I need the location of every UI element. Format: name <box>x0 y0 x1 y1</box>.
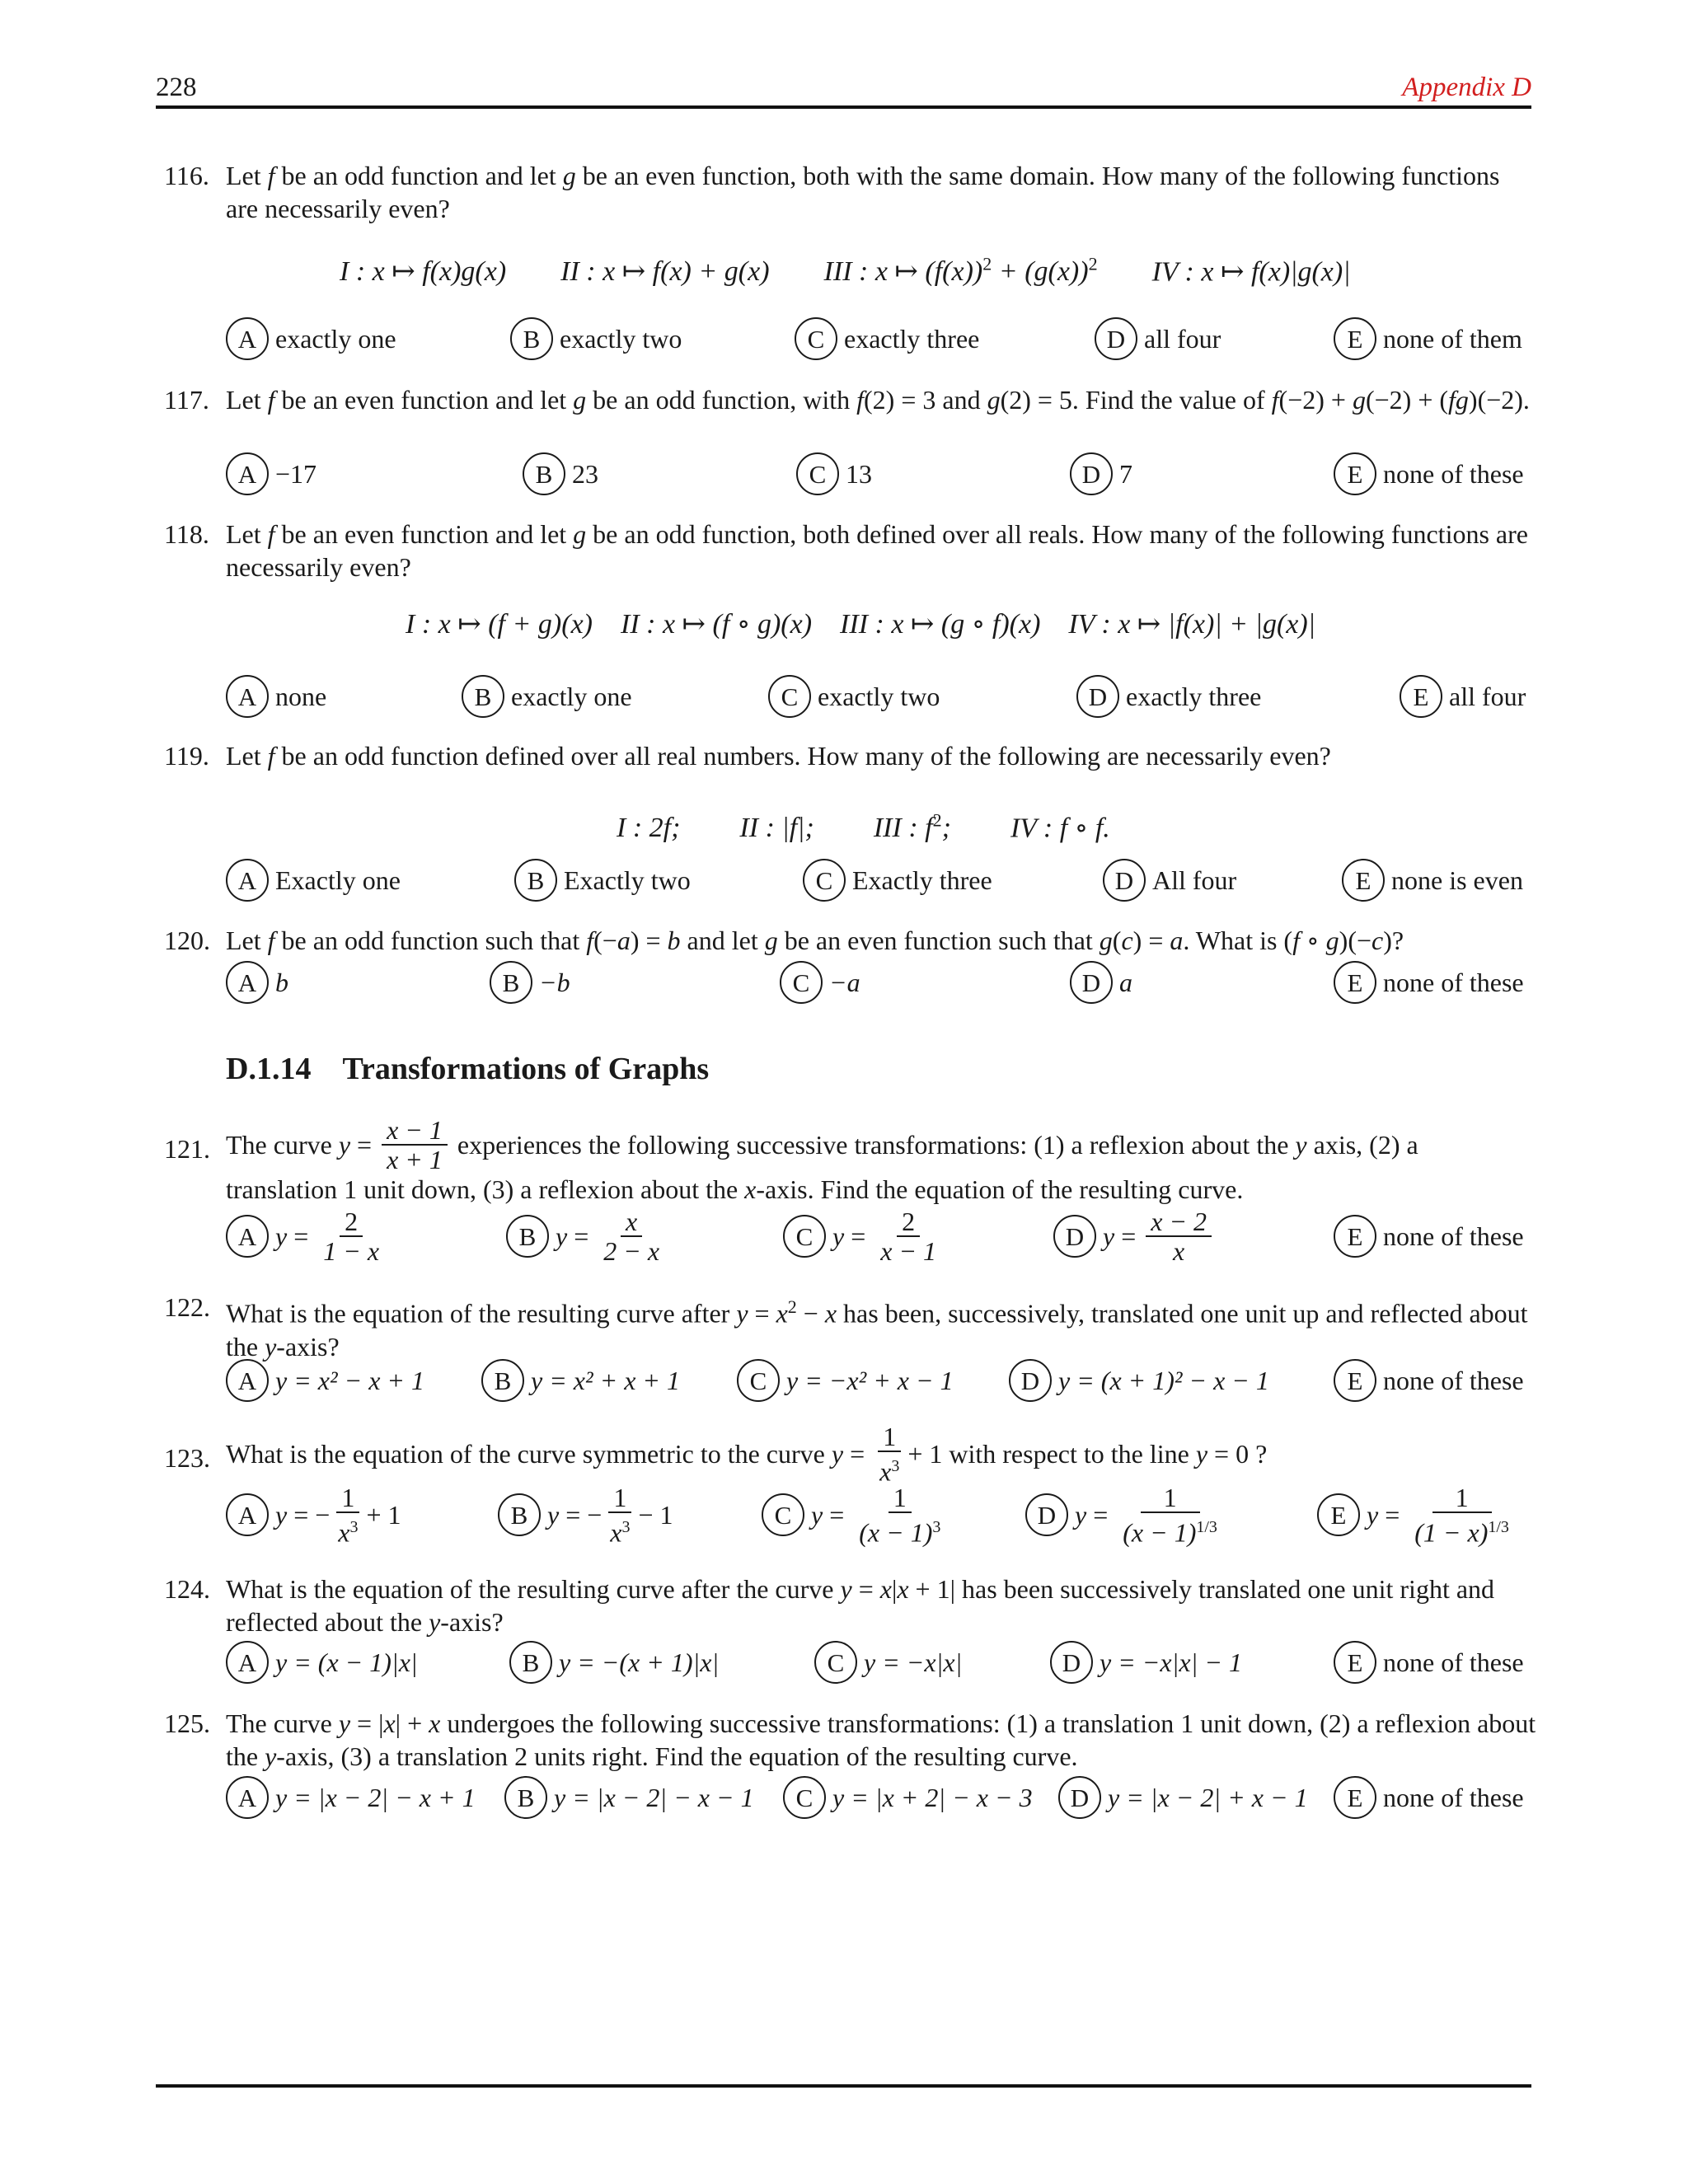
answer-options <box>226 673 1532 720</box>
option-letter: D <box>1009 1359 1052 1402</box>
option-a[interactable] <box>226 1774 476 1821</box>
option-b[interactable] <box>510 315 682 363</box>
option-text: y = −x² + x − 1 <box>786 1366 954 1395</box>
option-text: 13 <box>846 459 872 489</box>
chapter-title: Appendix D <box>1402 73 1531 102</box>
question-text: Let f be an even function and let g be an odd function, with f(2) = 3 and g(2) = 5. Find the value of f(−2) + g(−2) + (fg)(−2). <box>226 385 1530 415</box>
option-c[interactable] <box>803 856 992 904</box>
option-a[interactable] <box>226 1357 424 1404</box>
function-list: I : x ↦ f(x)g(x) II : x ↦ f(x) + g(x) III : x ↦ $(f(x))^2 + (g(x))^2$ IV : x ↦ f(x)|g(x)| <box>340 254 1351 288</box>
option-c[interactable] <box>796 450 872 498</box>
option-b[interactable] <box>523 450 598 498</box>
question-number: 118. <box>164 519 209 549</box>
answer-options <box>226 1207 1532 1276</box>
footer-rule <box>156 2084 1531 2088</box>
answer-options <box>226 315 1532 363</box>
option-letter: B <box>462 675 504 718</box>
option-text: y = x² − x + 1 <box>275 1366 424 1395</box>
option-text: y = |x − 2| − x − 1 <box>554 1783 754 1812</box>
option-text: a <box>1119 968 1132 997</box>
option-letter: B <box>490 961 532 1004</box>
option-text: all four <box>1449 682 1526 711</box>
option-text: y = (x − 1)|x| <box>275 1647 418 1677</box>
option-c[interactable] <box>737 1357 954 1404</box>
option-text: none of these <box>1383 968 1524 997</box>
option-letter: C <box>783 1215 826 1258</box>
option-letter: C <box>796 452 839 495</box>
option-text: exactly three <box>1126 682 1262 711</box>
option-letter: C <box>762 1493 804 1536</box>
option-text: exactly one <box>511 682 632 711</box>
option-letter: C <box>803 859 846 902</box>
question-text: The curve y = |x| + x undergoes the following successive transformations: (1) a translation 1 unit down, (2) a reflexion about the y-axis, (3) a translation 2 units right. Find the equation of the resulting curve. <box>226 1708 1536 1771</box>
option-letter: E <box>1334 961 1376 1004</box>
option-d[interactable] <box>1076 673 1261 720</box>
option-b[interactable] <box>490 958 570 1006</box>
question-text: Let f be an odd function defined over all real numbers. How many of the following are necessarily even? <box>226 741 1331 771</box>
option-text: 23 <box>572 459 598 489</box>
option-text: −a <box>829 968 860 997</box>
option-letter: A <box>226 1493 269 1536</box>
option-text: 7 <box>1119 459 1132 489</box>
option-a[interactable]: A y = $\frac{2}{1 - x}$ <box>226 1210 387 1263</box>
option-b[interactable] <box>462 673 632 720</box>
option-d[interactable] <box>1050 1638 1242 1686</box>
option-e[interactable]: E y = $\frac{1}{(1 - x)^{1/3}}$ <box>1317 1488 1517 1541</box>
option-letter: A <box>226 675 269 718</box>
option-text: b <box>275 968 288 997</box>
question-text: What is the equation of the resulting curve after the curve y = x|x + 1| has been successively translated one unit right and reflected about the y-axis? <box>226 1574 1495 1637</box>
option-text: y = x² + x + 1 <box>531 1366 680 1395</box>
question-number: 122. <box>164 1292 210 1322</box>
option-e[interactable] <box>1334 1357 1524 1404</box>
option-letter: B <box>510 317 553 360</box>
option-letter: E <box>1334 1641 1376 1684</box>
question-text: The curve y = $\frac{x - 1}{x + 1}$ experiences the following successive transformations: (1) a reflexion about the y axis, (2) a translation 1 unit down, (3) a reflexion about the x-axis. Find the equation of the resulting curve. <box>226 1115 1418 1204</box>
question-number: 116. <box>164 161 209 190</box>
option-letter: C <box>737 1359 780 1402</box>
option-text: exactly two <box>560 324 682 354</box>
option-c[interactable] <box>814 1638 962 1686</box>
option-text: Exactly three <box>852 865 992 895</box>
option-text: none of these <box>1383 459 1524 489</box>
option-text: none of these <box>1383 1783 1524 1812</box>
answer-options <box>226 1638 1532 1686</box>
option-text: exactly three <box>844 324 980 354</box>
option-d[interactable] <box>1058 1774 1308 1821</box>
option-letter: C <box>814 1641 857 1684</box>
option-text: all four <box>1144 324 1221 354</box>
option-b[interactable]: B y = $\frac{x}{2 - x}$ <box>506 1210 668 1263</box>
option-letter: B <box>506 1215 549 1258</box>
option-letter: C <box>795 317 837 360</box>
option-text: exactly two <box>818 682 940 711</box>
option-text: Exactly two <box>564 865 691 895</box>
option-text: exactly one <box>275 324 396 354</box>
option-text: none of these <box>1383 1221 1524 1251</box>
option-d[interactable] <box>1095 315 1221 363</box>
option-letter: B <box>514 859 557 902</box>
option-c[interactable]: C y = $\frac{2}{x - 1}$ <box>783 1210 945 1263</box>
option-letter: D <box>1058 1776 1101 1819</box>
option-letter: B <box>498 1493 541 1536</box>
option-text: y = −x|x| <box>864 1647 963 1677</box>
option-c[interactable] <box>768 673 940 720</box>
section-title: Transformations of Graphs <box>342 1052 710 1086</box>
question-number: 120. <box>164 926 210 955</box>
option-letter: C <box>780 961 823 1004</box>
option-a[interactable] <box>226 958 288 1006</box>
option-text: y = −(x + 1)|x| <box>559 1647 720 1677</box>
section-number: D.1.14 <box>226 1052 312 1086</box>
question-number: 125. <box>164 1708 210 1738</box>
question-text: What is the equation of the curve symmetric to the curve y = $\frac{1}{x^3}$ + 1 with respect to the line y = 0 ? <box>226 1422 1268 1487</box>
option-e[interactable] <box>1334 1210 1524 1263</box>
question-text: Let f be an even function and let g be an odd function, both defined over all reals. How many of the following functions are necessarily even? <box>226 519 1528 582</box>
option-b[interactable] <box>504 1774 754 1821</box>
option-e[interactable] <box>1334 450 1524 498</box>
option-letter: A <box>226 1359 269 1402</box>
section-heading <box>226 1052 709 1085</box>
option-letter: A <box>226 1641 269 1684</box>
option-letter: B <box>481 1359 524 1402</box>
question-number: 121. <box>164 1134 210 1164</box>
option-letter: A <box>226 1215 269 1258</box>
question-text: Let f be an odd function and let g be an even function, both with the same domain. How many of the following functions are necessarily even? <box>226 161 1500 223</box>
option-e[interactable] <box>1334 958 1524 1006</box>
option-letter: D <box>1025 1493 1068 1536</box>
option-text: none <box>275 682 327 711</box>
option-letter: A <box>226 317 269 360</box>
function-list: I : x ↦ (f + g)(x) II : x ↦ (f ∘ g)(x) III : x ↦ (g ∘ f)(x) IV : x ↦ |f(x)| + |g(x)| <box>406 609 1316 640</box>
option-c[interactable] <box>795 315 979 363</box>
option-c[interactable]: C y = $\frac{1}{(x - 1)^3}$ <box>762 1488 949 1541</box>
answer-options <box>226 958 1532 1006</box>
option-text: none is even <box>1391 865 1523 895</box>
option-d[interactable] <box>1103 856 1236 904</box>
option-a[interactable] <box>226 450 316 498</box>
option-e[interactable] <box>1334 315 1522 363</box>
option-letter: D <box>1070 961 1113 1004</box>
option-a[interactable] <box>226 856 401 904</box>
option-d[interactable]: D y = $\frac{1}{(x - 1)^{1/3}}$ <box>1025 1488 1226 1541</box>
option-a[interactable] <box>226 673 326 720</box>
option-text: y = −x|x| − 1 <box>1100 1647 1242 1677</box>
option-text: −b <box>539 968 570 997</box>
option-letter: C <box>783 1776 826 1819</box>
option-letter: B <box>504 1776 547 1819</box>
option-text: none of these <box>1383 1647 1524 1677</box>
option-letter: D <box>1070 452 1113 495</box>
option-text: y = |x − 2| + x − 1 <box>1108 1783 1308 1812</box>
option-letter: E <box>1400 675 1442 718</box>
option-d[interactable]: D y = $\frac{x - 2}{x}$ <box>1053 1210 1215 1263</box>
option-e[interactable] <box>1334 1638 1524 1686</box>
option-a[interactable] <box>226 315 396 363</box>
option-d[interactable] <box>1070 450 1132 498</box>
answer-options <box>226 1357 1532 1404</box>
option-letter: E <box>1334 1359 1376 1402</box>
option-letter: D <box>1050 1641 1093 1684</box>
question-number: 123. <box>164 1443 210 1473</box>
option-b[interactable]: B y = − $\frac{1}{x^3}$ − 1 <box>498 1488 673 1541</box>
option-c[interactable] <box>783 1774 1033 1821</box>
option-letter: D <box>1053 1215 1096 1258</box>
option-letter: D <box>1095 317 1137 360</box>
option-text: y = |x + 2| − x − 3 <box>832 1783 1033 1812</box>
option-letter: A <box>226 859 269 902</box>
option-text: −17 <box>275 459 317 489</box>
option-text: All four <box>1152 865 1237 895</box>
option-letter: A <box>226 452 269 495</box>
option-c[interactable] <box>780 958 860 1006</box>
option-b[interactable] <box>481 1357 680 1404</box>
option-letter: B <box>523 452 565 495</box>
option-text: none of these <box>1383 1366 1524 1395</box>
question-number: 124. <box>164 1574 210 1604</box>
option-letter: E <box>1334 317 1376 360</box>
option-letter: D <box>1076 675 1119 718</box>
function-list: I : 2f; II : |f|; III : $f^2$; IV : f ∘ f. <box>617 810 1110 844</box>
option-e[interactable] <box>1342 856 1523 904</box>
option-text: y = (x + 1)² − x − 1 <box>1058 1366 1269 1395</box>
option-letter: E <box>1342 859 1385 902</box>
option-text: Exactly one <box>275 865 401 895</box>
answer-options <box>226 450 1532 498</box>
option-d[interactable] <box>1070 958 1132 1006</box>
option-letter: D <box>1103 859 1146 902</box>
option-letter: C <box>768 675 811 718</box>
option-letter: A <box>226 961 269 1004</box>
option-letter: E <box>1334 1215 1376 1258</box>
option-text: none of them <box>1383 324 1522 354</box>
option-letter: B <box>509 1641 552 1684</box>
question-text: What is the equation of the resulting curve after $y = x^2 - x$ has been, successively, translated one unit up and reflected about the y-axis? <box>226 1296 1528 1361</box>
option-d[interactable] <box>1009 1357 1269 1404</box>
option-letter: E <box>1334 452 1376 495</box>
header-rule <box>156 105 1531 109</box>
answer-options <box>226 1482 1532 1551</box>
option-e[interactable] <box>1400 673 1526 720</box>
option-a[interactable]: A y = − $\frac{1}{x^3}$ + 1 <box>226 1488 401 1541</box>
page-number: 228 <box>156 73 197 102</box>
option-b[interactable] <box>509 1638 719 1686</box>
question-number: 119. <box>164 741 209 771</box>
question-number: 117. <box>164 385 209 415</box>
option-letter: E <box>1317 1493 1360 1536</box>
answer-options <box>226 856 1532 904</box>
option-e[interactable] <box>1334 1774 1524 1821</box>
option-b[interactable] <box>514 856 691 904</box>
answer-options <box>226 1774 1532 1821</box>
option-text: y = |x − 2| − x + 1 <box>275 1783 476 1812</box>
option-a[interactable] <box>226 1638 418 1686</box>
option-letter: E <box>1334 1776 1376 1819</box>
option-letter: A <box>226 1776 269 1819</box>
question-text: Let f be an odd function such that f(−a) = b and let g be an even function such that g(c) = a. What is (f ∘ g)(−c)? <box>226 926 1404 955</box>
